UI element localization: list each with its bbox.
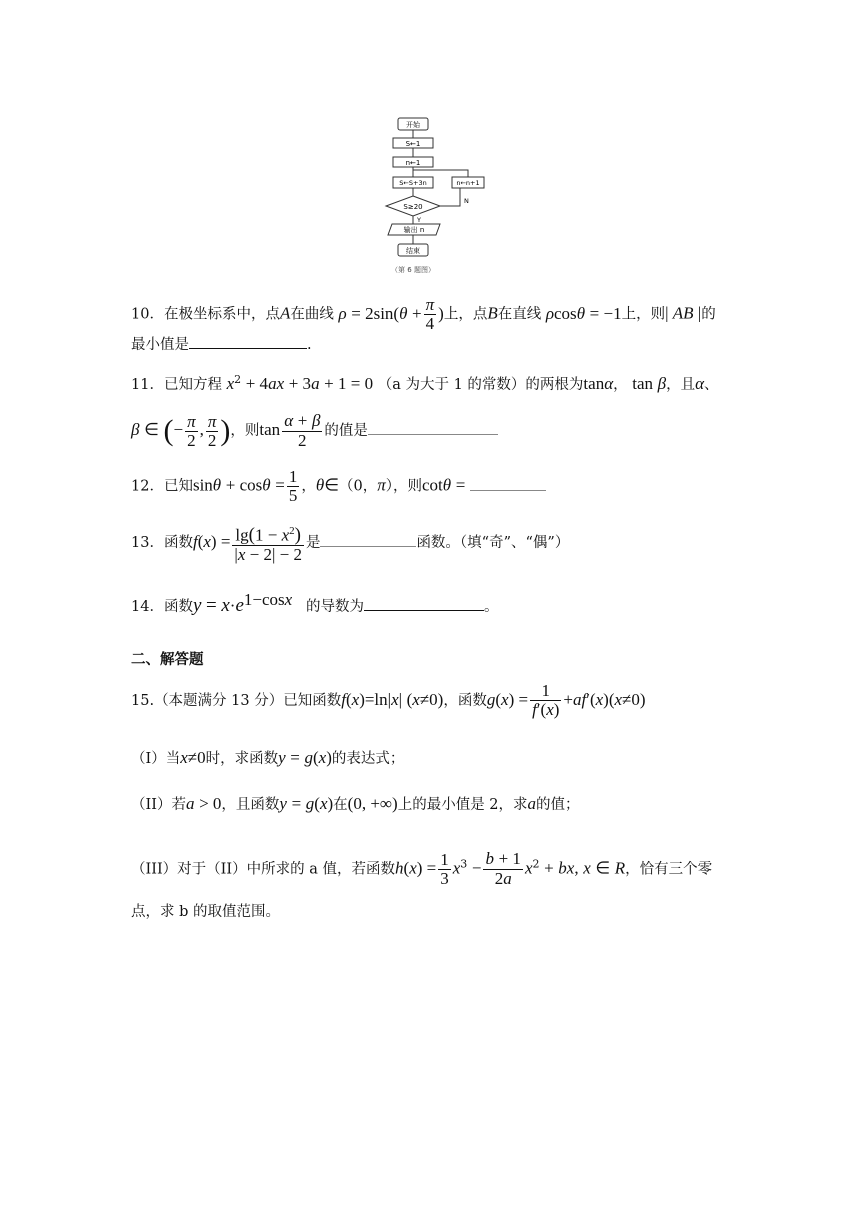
flow-update-n: n←n+1 (456, 179, 480, 187)
question-14: 14．函数$y = x\cdot e^{1-cosx}$ 的导数为 。 (131, 590, 499, 616)
q10-number: 10． (131, 306, 164, 323)
question-12: 12．已知sinθ + cosθ = $\frac{1}{5}$ ，θ∈（0，π），则cotθ = (131, 468, 546, 505)
flow-s-init: S←1 (405, 140, 421, 148)
flow-output: 输出 n (403, 226, 425, 234)
q13-answer-blank[interactable] (320, 532, 416, 547)
flow-condition: S≥20 (403, 203, 423, 211)
flow-n-init: n←1 (405, 159, 421, 167)
line-equation: ρcosθ = −1 (545, 303, 622, 323)
flow-yes: Y (417, 216, 421, 224)
q10-answer-blank[interactable] (189, 334, 307, 349)
flow-start: 开始 (406, 121, 420, 129)
q15-part3: （III）对于（II）中所求的 a 值，若函数h(x) = $\frac{1}{3}$ $x^3$ − $\frac{b + 1}{2a}$ $x^2$ + bx, x ∈ R，恰有三个零 (131, 849, 713, 888)
q15-part2: （II）若a > 0，且函数y = g(x)在(0, +∞)上的最小值是 2，求a的值； (131, 794, 580, 813)
point-b: B (487, 303, 498, 323)
q15-part1: （I）当x≠0时，求函数y = g(x)的表达式； (131, 748, 405, 767)
point-a: A (279, 303, 291, 323)
q12-answer-blank[interactable] (470, 476, 546, 491)
question-11: 11．已知方程 $x^2 + 4ax + 3a + 1 = 0$ （a 为大于 1 的常数）的两根为tanα， tan β，且α、 (131, 373, 719, 393)
flow-end: 结束 (406, 247, 420, 255)
question-11-line2: β ∈ (− $\frac{\pi}{2}$ , $\frac{\pi}{2}$ )，则tan $\frac{\alpha + \beta}{2}$ 的值是 (131, 412, 498, 450)
question-10: 10．在极坐标系中，点A在曲线 ρ = 2sin(θ + $\frac{\pi}{4}$ )上，点B在直线 ρcosθ = −1上，则| AB |的 (131, 295, 716, 333)
curve-equation: ρ = 2sin(θ + $\frac{\pi}{4}$ ) (338, 295, 444, 333)
q14-answer-blank[interactable] (364, 596, 484, 611)
ab-abs: | AB | (665, 303, 702, 323)
question-13: 13．函数f(x) = $\frac{\lg(1 - x^2)}{|x - 2| - 2}$ 是 函数。（填“奇”、“偶”） (131, 522, 569, 564)
quadratic-equation: $x^2 + 4ax + 3a + 1 = 0$ (226, 373, 374, 393)
flow-update-s: S←S+3n (399, 179, 427, 187)
q11-answer-blank[interactable] (368, 420, 498, 435)
flow-no: N (464, 197, 469, 205)
q15-part3-line2: 点，求 b 的取值范围。 (131, 904, 280, 920)
question-15: 15.（本题满分 13 分）已知函数f(x)=ln|x| (x≠0)，函数g(x) = $\frac{1}{f'(x)}$ +af′(x)(x≠0) (131, 681, 646, 719)
question-10-line2: 最小值是 . (131, 334, 312, 355)
section-heading: 二、解答题 (131, 652, 204, 668)
flowchart-figure (370, 112, 490, 282)
flow-caption: （第 6 题图） (391, 266, 435, 274)
